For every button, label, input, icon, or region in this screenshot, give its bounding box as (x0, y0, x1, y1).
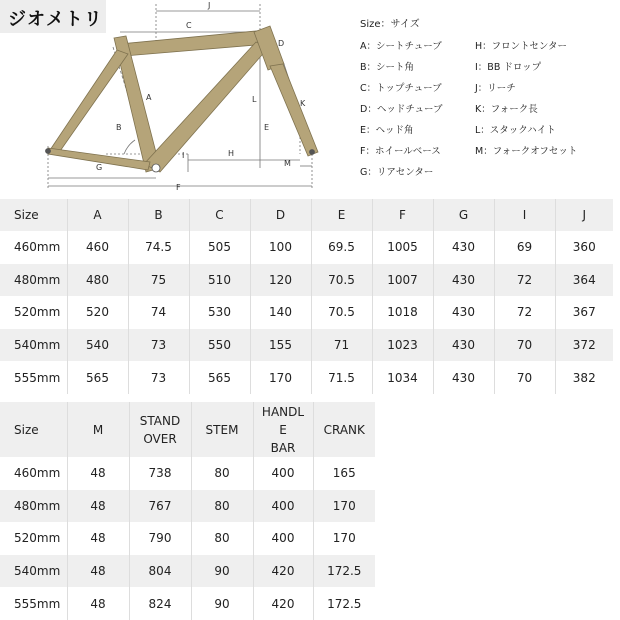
column-header: F (372, 199, 433, 231)
value-cell: 367 (555, 296, 613, 329)
size-cell: 460mm (14, 466, 61, 481)
page-title: ジオメトリ (8, 9, 103, 30)
value-cell: 400 (253, 522, 313, 555)
value-cell: 48 (67, 522, 129, 555)
value-cell: 90 (191, 555, 253, 588)
value-cell: 510 (189, 264, 250, 297)
value-cell: 74.5 (128, 231, 189, 264)
value-cell: 565 (67, 361, 128, 394)
dimension-label-k: K (300, 99, 306, 108)
value-cell: 80 (191, 490, 253, 523)
value-cell: 430 (433, 329, 494, 362)
value-cell: 824 (129, 587, 191, 620)
column-header: I (494, 199, 555, 231)
value-cell: 80 (191, 457, 253, 490)
value-cell: 360 (555, 231, 613, 264)
value-cell: 480 (67, 264, 128, 297)
bottom-bracket-marker (152, 164, 160, 172)
legend-item: E：ヘッド角 (360, 125, 414, 136)
value-cell: 48 (67, 555, 129, 588)
value-cell: 382 (555, 361, 613, 394)
top-tube (120, 30, 268, 56)
value-cell: 430 (433, 361, 494, 394)
column-header: Size (0, 199, 67, 231)
legend-item: I：BB ドロップ (475, 62, 542, 73)
value-cell: 74 (128, 296, 189, 329)
value-cell: 48 (67, 490, 129, 523)
value-cell: 72 (494, 296, 555, 329)
column-header: B (128, 199, 189, 231)
column-header-line: Size (14, 422, 39, 437)
value-cell: 48 (67, 587, 129, 620)
value-cell: 75 (128, 264, 189, 297)
column-header (129, 402, 191, 457)
dimension-label-d: D (278, 39, 285, 48)
size-cell: 540mm (0, 555, 67, 588)
value-cell: 172.5 (313, 555, 375, 588)
table-row (0, 329, 613, 362)
down-tube (144, 42, 268, 172)
value-cell: 80 (191, 522, 253, 555)
front-axle-marker (310, 150, 315, 155)
frame-geometry-diagram (38, 2, 338, 192)
column-header-line: STEM (205, 422, 239, 437)
legend-item: A：シートチューブ (360, 41, 442, 52)
table-header-row (0, 402, 375, 457)
value-cell: 1005 (372, 231, 433, 264)
column-header (191, 402, 253, 457)
legend-title: Size：サイズ (360, 19, 420, 30)
components-table (0, 402, 375, 620)
value-cell: 140 (250, 296, 311, 329)
rear-axle-marker (46, 149, 51, 154)
legend-item: D：ヘッドチューブ (360, 104, 443, 115)
dimension-label-m: M (284, 159, 291, 168)
table-row (0, 361, 613, 394)
value-cell: 420 (253, 587, 313, 620)
value-cell: 420 (253, 555, 313, 588)
value-cell: 170 (313, 522, 375, 555)
size-cell: 480mm (0, 264, 67, 297)
legend-item: M：フォークオフセット (475, 146, 578, 157)
value-cell: 520 (67, 296, 128, 329)
size-cell: 460mm (14, 240, 61, 255)
column-header: D (250, 199, 311, 231)
dimension-label-j: J (208, 2, 211, 10)
fork (270, 64, 318, 156)
legend-item: C：トップチューブ (360, 83, 442, 94)
column-header-line: STAND (139, 413, 181, 428)
dimension-label-g: G (96, 163, 103, 172)
column-header-line: E (279, 422, 287, 437)
value-cell: 170 (313, 490, 375, 523)
value-cell: 155 (250, 329, 311, 362)
value-cell: 767 (129, 490, 191, 523)
value-cell: 73 (128, 329, 189, 362)
table-row (0, 587, 375, 620)
dimension-label-e: E (264, 123, 270, 132)
value-cell: 540 (67, 329, 128, 362)
value-cell: 738 (129, 457, 191, 490)
value-cell: 372 (555, 329, 613, 362)
column-header-line: OVER (143, 431, 177, 446)
value-cell: 400 (253, 490, 313, 523)
column-header: A (67, 199, 128, 231)
dimension-label-h: H (228, 149, 235, 158)
legend-item: G：リアセンター (360, 167, 434, 178)
dimension-label-l: L (252, 95, 257, 104)
value-cell: 70 (494, 361, 555, 394)
legend-item: B：シート角 (360, 62, 415, 73)
column-header: C (189, 199, 250, 231)
seat-stay (50, 50, 128, 154)
table-row (0, 457, 375, 490)
column-header-line: CRANK (323, 422, 365, 437)
size-cell: 520mm (14, 531, 61, 546)
geometry-table (0, 199, 613, 394)
column-header: E (311, 199, 372, 231)
value-cell: 172.5 (313, 587, 375, 620)
table-row (0, 555, 375, 588)
value-cell: 71.5 (311, 361, 372, 394)
table-row (0, 490, 375, 523)
value-cell: 550 (189, 329, 250, 362)
dimension-label-f: F (176, 183, 181, 192)
dimension-label-i: I (182, 151, 185, 160)
value-cell: 70.5 (311, 296, 372, 329)
value-cell: 1018 (372, 296, 433, 329)
legend-item: L：スタックハイト (475, 125, 556, 136)
size-cell: 520mm (14, 305, 61, 320)
value-cell: 69.5 (311, 231, 372, 264)
value-cell: 71 (311, 329, 372, 362)
column-header: G (433, 199, 494, 231)
value-cell: 460 (67, 231, 128, 264)
legend-item: J：リーチ (475, 83, 516, 94)
table-row (0, 296, 613, 329)
size-cell: 555mm (14, 596, 61, 611)
dimension-label-c: C (186, 21, 192, 30)
table-row (0, 522, 375, 555)
value-cell: 790 (129, 522, 191, 555)
value-cell: 430 (433, 231, 494, 264)
dimension-label-a: A (146, 93, 152, 102)
legend-item: H：フロントセンター (475, 41, 567, 52)
column-header-line: HANDL (261, 404, 305, 419)
value-cell: 73 (128, 361, 189, 394)
column-header: J (555, 199, 613, 231)
value-cell: 69 (494, 231, 555, 264)
value-cell: 70.5 (311, 264, 372, 297)
value-cell: 565 (189, 361, 250, 394)
column-header (0, 402, 67, 457)
value-cell: 430 (433, 264, 494, 297)
legend-item: K：フォーク長 (475, 104, 538, 115)
value-cell: 1007 (372, 264, 433, 297)
dimension-label-b: B (116, 123, 122, 132)
table-row (0, 231, 613, 264)
value-cell: 1034 (372, 361, 433, 394)
column-header-line: M (92, 422, 104, 437)
column-header (67, 402, 129, 457)
legend-item: F：ホイールベース (360, 146, 441, 157)
value-cell: 530 (189, 296, 250, 329)
size-cell: 555mm (14, 370, 61, 385)
value-cell: 70 (494, 329, 555, 362)
value-cell: 48 (67, 457, 129, 490)
value-cell: 170 (250, 361, 311, 394)
value-cell: 505 (189, 231, 250, 264)
value-cell: 400 (253, 457, 313, 490)
table-header-row (0, 199, 613, 231)
value-cell: 72 (494, 264, 555, 297)
column-header-line: BAR (270, 440, 296, 455)
size-cell: 540mm (0, 329, 67, 362)
value-cell: 100 (250, 231, 311, 264)
value-cell: 90 (191, 587, 253, 620)
table-row (0, 264, 613, 297)
column-header (253, 402, 313, 457)
value-cell: 1023 (372, 329, 433, 362)
column-header (313, 402, 375, 457)
value-cell: 364 (555, 264, 613, 297)
value-cell: 165 (313, 457, 375, 490)
value-cell: 120 (250, 264, 311, 297)
value-cell: 804 (129, 555, 191, 588)
size-cell: 480mm (0, 490, 67, 523)
value-cell: 430 (433, 296, 494, 329)
